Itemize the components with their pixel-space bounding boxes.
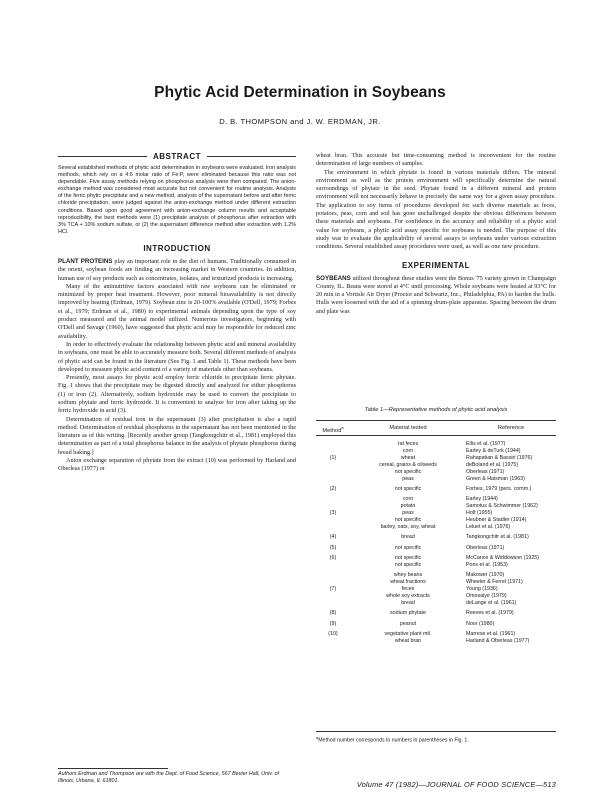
table-cell-material: sodium phytate — [390, 610, 426, 617]
experimental-heading: EXPERIMENTAL — [401, 260, 471, 270]
table-row — [316, 517, 556, 524]
intro-paragraph-6: Anion exchange separation of phytate from the extract (10) was performed by Harland and Oberleas (1977) or — [58, 457, 296, 473]
table-row — [316, 524, 556, 531]
right-paragraph-1: wheat bran. This accurate but time-consuming method is inconvenient for the routine determination of large numbers of samples. — [316, 152, 556, 168]
table-cell-reference: Rahapatian & Bassiri (1976) — [466, 454, 533, 461]
intro-paragraph-4: Presently, most assays for phytic acid employ ferric chloride to precipitate ferric phytate. Fig. 1 shows that the precipitate may be digested directly and analyzed for either phosphorus (1) or iron (2). Alternatively, sodium hydroxide may be used to convert the precipitate to sodium phytate and ferric hydroxide. It is convenient to analyze for iron after taking up the ferric hydroxide in acid (3). — [58, 374, 296, 415]
table-header-row — [316, 425, 556, 434]
table-cell-method: (8) — [329, 610, 337, 617]
table-cell-material: wheat bran — [394, 638, 422, 645]
table-cell-reference: Forbes, 1979 (pers. comm.) — [466, 486, 532, 493]
intro-paragraph-1: PLANT PROTEINS play an important role in the diet of humans. Traditionally consumed in the orient, soybean foods are finding an increasing market in Western countries. In addition, human use of soy products such as concentrates, isolates, and texturized products is increasing. — [58, 257, 296, 282]
table-cell-method: (4) — [329, 534, 337, 541]
table-cell-reference: Leluet et al. (1976) — [466, 524, 511, 531]
author-affiliation-footnote: Authors Erdman and Thompson are with the Dept. of Food Science, 567 Bevier Hall, Univ. of Illinois, Urbana, IL 61801. — [58, 771, 280, 784]
left-column — [58, 152, 296, 474]
table-cell-material: peas — [402, 475, 414, 482]
table-row — [316, 638, 556, 645]
table-cell-reference: Holt (1955) — [466, 510, 493, 517]
table-cell-material: not specific — [394, 486, 422, 493]
table-cell-method: (6) — [329, 555, 337, 562]
table-row — [316, 534, 556, 541]
table-row — [316, 545, 556, 552]
table-row — [316, 593, 556, 600]
right-column — [316, 152, 556, 316]
abstract-heading: ABSTRACT — [58, 152, 296, 161]
table-cell-method: (1) — [329, 454, 337, 461]
table-cell-material: corn — [402, 496, 414, 503]
experimental-paragraph: SOYBEANS utilized throughout these studies were the Bonus '75 variety grown in Champaign County, IL. Beans were stored at 4°C until processing. Whole soybeans were heated at 93°C for 20 min in a Vortisle Air Dryer (Proctor and Schwartz, Inc., Philadelphia, PA) to harden the hulls. Hulls were loosened with the aid of a spinning drum-plate apparatus. Spacing between the drum and plate was — [316, 274, 556, 315]
table-cell-reference: Oberleas (1971) — [466, 468, 505, 475]
right-paragraph-2: The environment in which phytate is found in various materials differs. The mineral environment as well as the protein environment will specifically determine the natural surroundings of phytate in the seed. Phytate found in a different mineral and protein environment will not necessarily behave in precisely the same way for a given assay procedure. The application to soy items of procedures developed for such diverse materials as feces, potatoes, peas, corn and soil has gone unchallenged despite the obvious differences between these materials and soybeans. For confidence in the accuracy and reliability of a phytic acid value for soybeans, a phytic acid assay specific for soybeans is needed. The purpose of this study was to evaluate the applicability of several assays to soybeans under various extraction conditions. Several established assay procedures were used, as well as one new procedure. — [316, 168, 556, 251]
table-cell-reference: Pons et al. (1953) — [466, 562, 508, 569]
table-cell-method: (2) — [329, 486, 337, 493]
introduction-heading: INTRODUCTION — [143, 243, 211, 253]
table-cell-reference: deLange et al. (1961) — [466, 600, 517, 607]
table-cell-reference: Young (1936) — [466, 586, 498, 593]
journal-footer: Volume 47 (1982)—JOURNAL OF FOOD SCIENCE—513 — [356, 780, 556, 789]
table-cell-reference: Samotus & Schwimmer (1962) — [466, 503, 538, 510]
table-cell-material: peanut — [399, 620, 417, 627]
table-cell-material: not specific — [394, 517, 422, 524]
article-authors: D. B. THOMPSON and J. W. ERDMAN, JR. — [219, 117, 381, 126]
table-cell-reference: Ellis et al. (1977) — [466, 441, 506, 447]
table-cell-material: peas — [402, 510, 414, 517]
table-cell-reference: Tangkongchitr et al. (1981) — [466, 534, 529, 541]
table-bottom-rule — [316, 731, 556, 732]
table-header-material: Material tested — [389, 425, 427, 431]
table-body — [316, 441, 556, 645]
table-cell-reference: Heubner & Stadler (1914) — [466, 517, 527, 524]
table-row — [316, 462, 556, 469]
table-cell-material: feces — [401, 586, 415, 593]
table-cell-method: (5) — [329, 544, 337, 551]
table-cell-material: not specific — [394, 468, 422, 475]
table-row — [316, 555, 556, 562]
article-title: Phytic Acid Determination in Soybeans — [154, 84, 446, 101]
table-cell-material: whey beans — [393, 572, 423, 579]
intro-paragraph-3: In order to effectively evaluate the relationship between phytic acid and mineral availability in soybeans, one must be able to accurately measure both. Several different methods of analysis of phytic acid can be found in the literature (See Fig. 1 and Table 1). These methods have been developed to measure phytic acid content of a variety of materials other than soybeans. — [58, 340, 296, 373]
table-cell-material: wheat fractions — [390, 579, 426, 586]
table-cell-reference: Wheeler & Ferrel (1971) — [466, 579, 523, 586]
table-row — [316, 476, 556, 483]
table-row — [316, 600, 556, 607]
table-cell-method: (3) — [329, 510, 337, 517]
table-cell-reference: Noor (1980) — [466, 620, 495, 627]
table-row — [316, 455, 556, 462]
table-cell-material: not specific — [394, 562, 422, 569]
table-cell-method: (9) — [329, 620, 337, 627]
table-cell-reference: Makower (1970) — [466, 572, 505, 579]
table-row — [316, 496, 556, 503]
table-row — [316, 503, 556, 510]
table-cell-reference: Oberleas (1971) — [466, 544, 505, 551]
table-cell-material: potato — [400, 503, 416, 510]
table-cell-reference: Earley & deTurk (1944) — [466, 447, 521, 454]
abstract-text: Several established methods of phytic acid determination in soybeans were evaluated. Iron analysis methods, which rely on a 4:6 molar ratio of Fe:P, were eliminated because this ratio was not dependable. Five assay methods relying on phosphorus analysis were then compared. The anion-exchange method was considered most accurate but not convenient for routine analysis. Analysis of the ferric phytic precipitate and a new method, analysis of the supernatant before and after ferric chloride precipitation, were judged against the anion-exchange method under different extraction conditions. Based upon good agreement with anion-exchange column results and acceptable reproducibility, the best methods were (1) precipitate analysis of phosphorus after extraction with 3% TCA + 10% sodium sulfate, or (2) the supernatant difference method after extraction with 1.2% HCl. — [58, 165, 296, 235]
table-header-rule — [316, 435, 556, 436]
table-row — [316, 610, 556, 617]
table-cell-method: (7) — [329, 586, 337, 593]
table-row — [316, 621, 556, 628]
table-cell-material: corn — [402, 447, 414, 454]
table-cell-material: not specific — [394, 544, 422, 551]
table-cell-reference: Earley (1944) — [466, 496, 498, 503]
table-row — [316, 469, 556, 476]
table-cell-material: not specific — [394, 555, 422, 562]
table-top-rule — [316, 420, 556, 421]
table-cell-reference: Omosaiye (1979) — [466, 593, 507, 600]
table-row — [316, 486, 556, 493]
table-row — [316, 579, 556, 586]
table-footnote: $^a$Method number corresponds to numbers in parentheses in Fig. 1. — [316, 735, 469, 744]
table-row — [316, 586, 556, 593]
table-cell-material: wheat — [400, 454, 416, 461]
intro-paragraph-2: Many of the antinutritive factors associated with raw soybeans can be eliminated or minimized by proper heat treatment. However, poor mineral bioavailability is not directly improved by heating (Erdman, 1979). Soybean zinc is 20-100% available (O'Dell, 1979; Forbes et al., 1979; Erdman et al., 1980) to experimental animals depending upon the type of soy product measured and the animal model utilized. Numerous investigators, beginning with O'Dell and Savage (1960), have suggested that phytic acid may be responsible for reduced zinc availability. — [58, 282, 296, 340]
footnote-rule — [58, 768, 168, 769]
table-row — [316, 631, 556, 638]
table-row — [316, 562, 556, 569]
table-cell-material: vegetative plant mtl. — [384, 631, 432, 638]
table-cell-material: bread — [401, 600, 415, 607]
table-row — [316, 448, 556, 455]
table-cell-reference: McCance & Widdowson (1925) — [466, 555, 540, 562]
table-row — [316, 441, 556, 448]
table-header-method: Method$^a$ — [322, 425, 344, 434]
table-cell-reference: Reeves et al. (1979) — [466, 610, 514, 617]
intro-paragraph-5: Determination of residual iron in the supernatant (3) after precipitation is also a rapid method. Determination of residual phosphorus in the supernatant has not been mentioned in the literature as of this writing. [Recently another group (Tangkongchitr et al., 1981) employed this determination as part of a total phosphorus balance in the analysis of phytate phosphorus during bread baking.] — [58, 415, 296, 456]
table-row — [316, 572, 556, 579]
table-row — [316, 510, 556, 517]
table-cell-material: rat feces — [397, 441, 419, 447]
table-caption: Table 1—Representative methods of phytic acid analysis — [364, 407, 508, 413]
table-cell-reference: deBoland et al. (1975) — [466, 461, 519, 468]
table-header-reference: Reference — [497, 425, 525, 431]
table-cell-reference: Marrese et al. (1961) — [466, 631, 516, 638]
table-cell-material: barley, oats, soy, wheat — [380, 524, 436, 531]
table-cell-material: whole soy extracts — [386, 593, 430, 600]
table-cell-method: (10) — [328, 631, 338, 638]
table-cell-material: bread — [401, 534, 415, 541]
table-cell-reference: Green & Haisman (1963) — [466, 475, 525, 482]
table-cell-reference: Harland & Oberleas (1977) — [466, 638, 530, 645]
table-cell-material: cereal, grains & oilseeds — [379, 461, 437, 468]
